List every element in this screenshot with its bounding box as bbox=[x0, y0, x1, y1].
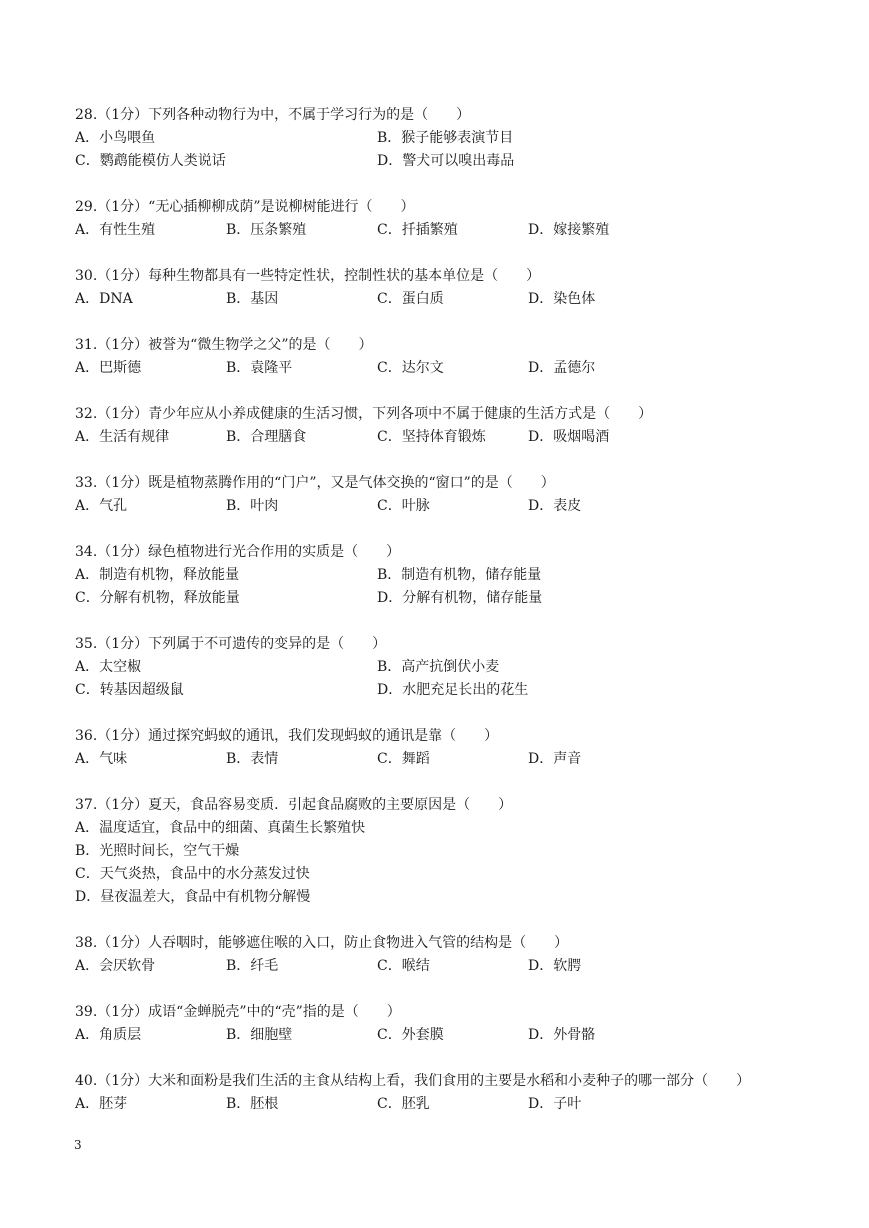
option-row bbox=[75, 587, 835, 610]
question-29 bbox=[75, 196, 835, 242]
question-39 bbox=[75, 1001, 835, 1047]
option-d: D．警犬可以嗅出毒品 bbox=[377, 153, 515, 169]
option-c: C．达尔文 bbox=[377, 360, 444, 376]
option-b: B．袁隆平 bbox=[226, 360, 293, 376]
option-a: A．气孔 bbox=[75, 498, 128, 514]
option-row bbox=[75, 357, 835, 380]
option-b: B．制造有机物，储存能量 bbox=[377, 567, 542, 583]
option-d: D．声音 bbox=[528, 751, 582, 767]
option-a: A．温度适宜，食品中的细菌、真菌生长繁殖快 bbox=[75, 820, 366, 836]
option-b: B．叶肉 bbox=[226, 498, 279, 514]
question-stem: 40.（1分）大米和面粉是我们生活的主食从结构上看，我们食用的主要是水稻和小麦种子的哪一部分（ ） bbox=[75, 1073, 751, 1089]
question-stem: 30.（1分）每种生物都具有一些特定性状，控制性状的基本单位是（ ） bbox=[75, 268, 541, 284]
option-c: C．转基因超级鼠 bbox=[75, 682, 184, 698]
page-number: 3 bbox=[74, 1138, 82, 1152]
option-row bbox=[75, 817, 835, 840]
question-stem: 38.（1分）人吞咽时，能够遮住喉的入口，防止食物进入气管的结构是（ ） bbox=[75, 935, 569, 951]
option-d: D．昼夜温差大，食品中有机物分解慢 bbox=[75, 889, 311, 905]
question-stem: 28.（1分）下列各种动物行为中，不属于学习行为的是（ ） bbox=[75, 107, 471, 123]
option-a: A．生活有规律 bbox=[75, 429, 170, 445]
option-row bbox=[75, 564, 835, 587]
option-a: A．制造有机物，释放能量 bbox=[75, 567, 240, 583]
option-row bbox=[75, 679, 835, 702]
option-a: A．胚芽 bbox=[75, 1096, 128, 1112]
options bbox=[75, 426, 835, 449]
option-a: A．小鸟喂鱼 bbox=[75, 130, 156, 146]
options bbox=[75, 955, 835, 978]
option-a: A．会厌软骨 bbox=[75, 958, 156, 974]
option-row bbox=[75, 150, 835, 173]
option-row bbox=[75, 1093, 835, 1116]
option-b: B．合理膳食 bbox=[226, 429, 307, 445]
option-c: C．坚持体育锻炼 bbox=[377, 429, 486, 445]
option-b: B．胚根 bbox=[226, 1096, 279, 1112]
options bbox=[75, 288, 835, 311]
option-row bbox=[75, 886, 835, 909]
question-28 bbox=[75, 104, 835, 173]
option-b: B．表情 bbox=[226, 751, 279, 767]
option-c: C．天气炎热，食品中的水分蒸发过快 bbox=[75, 866, 310, 882]
question-36 bbox=[75, 725, 835, 771]
question-stem: 32.（1分）青少年应从小养成健康的生活习惯，下列各项中不属于健康的生活方式是（ ） bbox=[75, 406, 653, 422]
question-stem: 29.（1分）“无心插柳柳成荫”是说柳树能进行（ ） bbox=[75, 199, 415, 215]
option-c: C．喉结 bbox=[377, 958, 430, 974]
option-b: B．高产抗倒伏小麦 bbox=[377, 659, 500, 675]
option-row bbox=[75, 127, 835, 150]
question-stem: 31.（1分）被誉为“微生物学之父”的是（ ） bbox=[75, 337, 373, 353]
option-row bbox=[75, 955, 835, 978]
options bbox=[75, 656, 835, 702]
options bbox=[75, 748, 835, 771]
option-a: A．有性生殖 bbox=[75, 222, 156, 238]
question-stem: 33.（1分）既是植物蒸腾作用的“门户”，又是气体交换的“窗口”的是（ ） bbox=[75, 475, 555, 491]
options bbox=[75, 1093, 835, 1116]
option-c: C．外套膜 bbox=[377, 1027, 444, 1043]
option-c: C．胚乳 bbox=[377, 1096, 430, 1112]
option-a: A．角质层 bbox=[75, 1027, 142, 1043]
option-d: D．子叶 bbox=[528, 1096, 582, 1112]
option-row bbox=[75, 748, 835, 771]
options bbox=[75, 817, 835, 909]
option-d: D．软腭 bbox=[528, 958, 582, 974]
option-d: D．嫁接繁殖 bbox=[528, 222, 610, 238]
option-b: B．压条繁殖 bbox=[226, 222, 307, 238]
option-b: B．基因 bbox=[226, 291, 279, 307]
options bbox=[75, 357, 835, 380]
option-d: D．染色体 bbox=[528, 291, 596, 307]
option-d: D．外骨骼 bbox=[528, 1027, 596, 1043]
option-row bbox=[75, 656, 835, 679]
option-row bbox=[75, 426, 835, 449]
options bbox=[75, 219, 835, 242]
question-35 bbox=[75, 633, 835, 702]
option-row bbox=[75, 840, 835, 863]
option-b: B．细胞壁 bbox=[226, 1027, 293, 1043]
option-c: C．叶脉 bbox=[377, 498, 430, 514]
question-stem: 35.（1分）下列属于不可遗传的变异的是（ ） bbox=[75, 636, 387, 652]
option-c: C．舞蹈 bbox=[377, 751, 430, 767]
option-a: A．DNA bbox=[75, 291, 133, 307]
question-38 bbox=[75, 932, 835, 978]
option-a: A．太空椒 bbox=[75, 659, 142, 675]
question-37 bbox=[75, 794, 835, 909]
option-a: A．巴斯德 bbox=[75, 360, 142, 376]
options bbox=[75, 564, 835, 610]
question-stem: 37.（1分）夏天，食品容易变质．引起食品腐败的主要原因是（ ） bbox=[75, 797, 513, 813]
options bbox=[75, 127, 835, 173]
option-c: C．分解有机物，释放能量 bbox=[75, 590, 240, 606]
question-40 bbox=[75, 1070, 835, 1116]
options bbox=[75, 1024, 835, 1047]
option-d: D．水肥充足长出的花生 bbox=[377, 682, 529, 698]
option-row bbox=[75, 288, 835, 311]
question-stem: 39.（1分）成语“金蝉脱壳”中的“壳”指的是（ ） bbox=[75, 1004, 401, 1020]
option-d: D．吸烟喝酒 bbox=[528, 429, 610, 445]
question-31 bbox=[75, 334, 835, 380]
option-row bbox=[75, 219, 835, 242]
question-stem: 34.（1分）绿色植物进行光合作用的实质是（ ） bbox=[75, 544, 401, 560]
option-b: B．光照时间长，空气干燥 bbox=[75, 843, 240, 859]
options bbox=[75, 495, 835, 518]
question-32 bbox=[75, 403, 835, 449]
option-row bbox=[75, 495, 835, 518]
option-b: B．猴子能够表演节目 bbox=[377, 130, 514, 146]
option-a: A．气味 bbox=[75, 751, 128, 767]
option-d: D．孟德尔 bbox=[528, 360, 596, 376]
option-row bbox=[75, 863, 835, 886]
question-30 bbox=[75, 265, 835, 311]
option-d: D．表皮 bbox=[528, 498, 582, 514]
question-33 bbox=[75, 472, 835, 518]
option-b: B．纤毛 bbox=[226, 958, 279, 974]
option-d: D．分解有机物，储存能量 bbox=[377, 590, 543, 606]
question-stem: 36.（1分）通过探究蚂蚁的通讯，我们发现蚂蚁的通讯是靠（ ） bbox=[75, 728, 499, 744]
option-row bbox=[75, 1024, 835, 1047]
option-c: C．鹦鹉能模仿人类说话 bbox=[75, 153, 226, 169]
question-34 bbox=[75, 541, 835, 610]
option-c: C．扦插繁殖 bbox=[377, 222, 458, 238]
option-c: C．蛋白质 bbox=[377, 291, 444, 307]
